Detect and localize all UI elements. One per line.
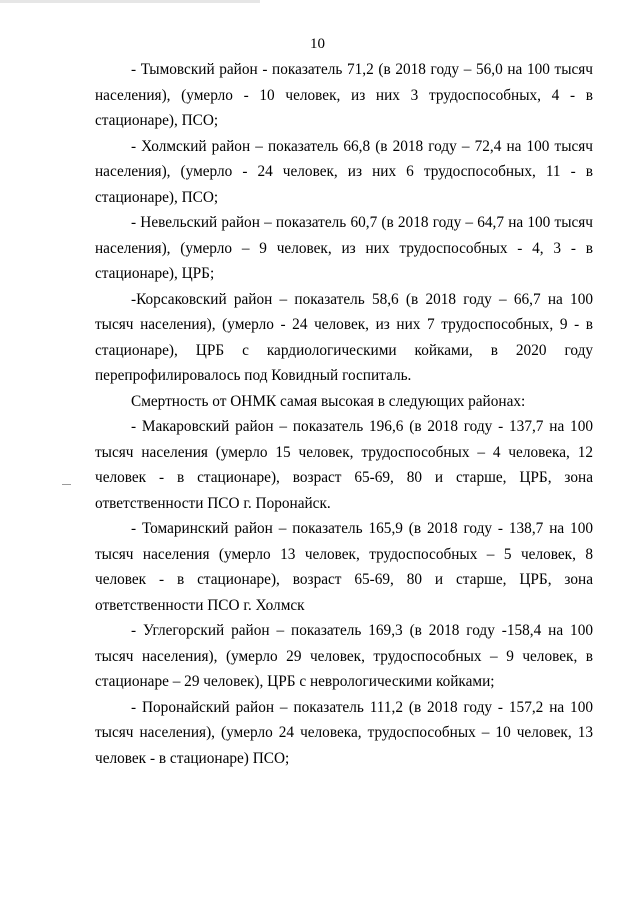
page-number: 10: [310, 36, 325, 52]
scan-top-edge: [0, 0, 635, 3]
paragraph-tomarinsky: - Томаринский район – показатель 165,9 (в 2018 году - 138,7 на 100 тысяч населения (умерло 13 человек, трудоспособных – 5 человек, 8 человек - в стационаре), возраст 65-69, 80 и старше, ЦРБ, зона ответственности ПСО г. Холмск: [95, 520, 593, 614]
paragraph-korsakovsky: -Корсаковский район – показатель 58,6 (в 2018 году – 66,7 на 100 тысяч населения), (умерло - 24 человек, из них 7 трудоспособных, 9 - в стационаре), ЦРБ с кардиологическими койками, в 2020 году перепрофилировалось под Ковидный госпиталь.: [95, 290, 593, 384]
paragraph-onmk-heading: Смертность от ОНМК самая высокая в следующих районах:: [131, 392, 526, 410]
paragraph-nevelsky: - Невельский район – показатель 60,7 (в 2018 году – 64,7 на 100 тысяч населения), (умерло – 9 человек, из них трудоспособных - 4, 3 - в стационаре), ЦРБ;: [95, 214, 593, 282]
scan-margin-mark: [62, 484, 71, 485]
document-body: [95, 57, 593, 771]
paragraph-poronaysky: - Поронайский район – показатель 111,2 (в 2018 году - 157,2 на 100 тысяч населения), (умерло 24 человека, трудоспособных – 10 человек, 13 человек - в стационаре) ПСО;: [95, 698, 593, 767]
paragraph-kholmsky: - Холмский район – показатель 66,8 (в 2018 году – 72,4 на 100 тысяч населения), (умерло - 24 человек, из них 6 трудоспособных, 11 - в стационаре), ПСО;: [95, 137, 593, 206]
paragraph-makarovsky: - Макаровский район – показатель 196,6 (в 2018 году - 137,7 на 100 тысяч населения (умерло 15 человек, трудоспособных – 4 человека, 12 человек - в стационаре), возраст 65-69, 80 и старше, ЦРБ, зона ответственности ПСО г. Поронайск.: [95, 418, 593, 512]
paragraph-tymovsky: - Тымовский район - показатель 71,2 (в 2018 году – 56,0 на 100 тысяч населения), (умерло - 10 человек, из них 3 трудоспособных, 4 - в стационаре), ПСО;: [95, 61, 593, 129]
paragraph-uglegorsky: - Углегорский район – показатель 169,3 (в 2018 году -158,4 на 100 тысяч населения), (умерло 29 человек, трудоспособных – 9 человек, в стационаре – 29 человек), ЦРБ с неврологическими койками;: [95, 622, 593, 690]
